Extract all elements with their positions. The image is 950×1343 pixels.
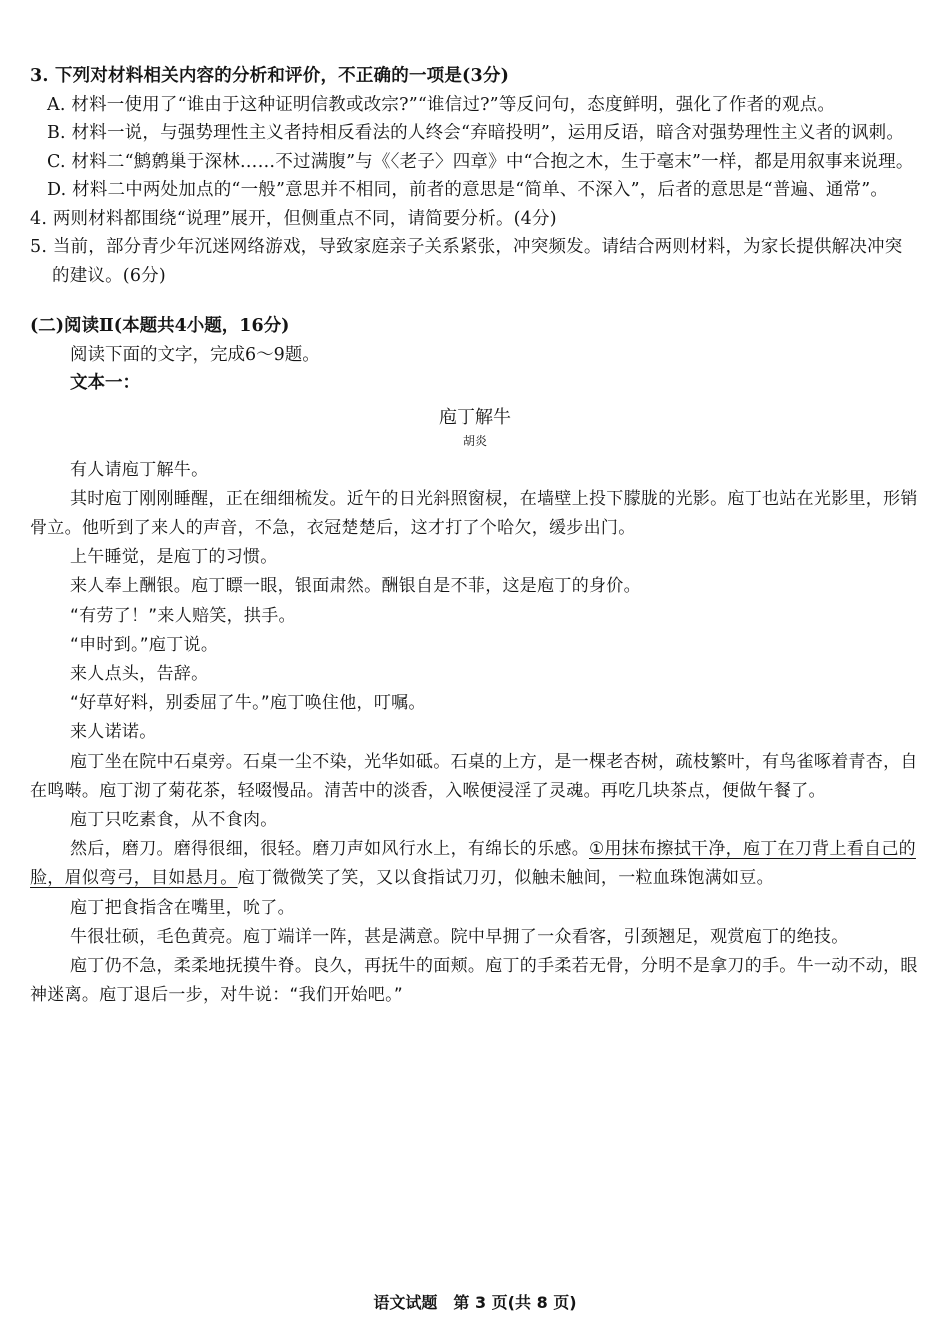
story-paragraph: 庖丁把食指含在嘴里，吮了。 xyxy=(70,897,295,918)
story-paragraph-underlined xyxy=(30,835,920,893)
option-b: B. 材料一说，与强势理性主义者持相反看法的人终会“弃暗投明”，运用反语，暗含对强势理性主义者的讽刺。 xyxy=(47,123,905,143)
underlined-sentence-1: ①用抹布擦拭干净，庖丁在刀背上看自己的脸，眉似弯弓，目如悬月。 xyxy=(30,839,916,889)
story-paragraph: “有劳了！”来人赔笑，拱手。 xyxy=(70,605,296,626)
question-3-stem: 3. 下列对材料相关内容的分析和评价，不正确的一项是(3分) xyxy=(30,66,510,86)
story-paragraph: 牛很壮硕，毛色黄亮。庖丁端详一阵，甚是满意。院中早拥了一众看客，引颈翘足，观赏庖丁的绝技。 xyxy=(70,926,849,947)
question-3 xyxy=(30,62,920,205)
story-paragraph: “好草好料，别委屈了牛。”庖丁唤住他，叮嘱。 xyxy=(70,693,426,714)
option-a: A. 材料一使用了“谁由于这种证明信教或改宗?”“谁信过?”等反问句，态度鲜明，强化了作者的观点。 xyxy=(47,94,836,115)
story-paragraph: 来人点头，告辞。 xyxy=(70,663,209,684)
story-paragraph: 庖丁仍不急，柔柔地抚摸牛脊。良久，再抚牛的面颊。庖丁的手柔若无骨，分明不是拿刀的手。牛一动不动，眼神迷离。庖丁退后一步，对牛说：“我们开始吧。” xyxy=(30,955,918,1006)
reading-instruction: 阅读下面的文字，完成6～9题。 xyxy=(70,344,320,365)
story-paragraph: 来人奉上酬银。庖丁瞟一眼，银面肃然。酬银自是不菲，这是庖丁的身价。 xyxy=(70,576,641,597)
story-text: 然后，磨刀。磨得很细，很轻。磨刀声如风行水上，有绵长的乐感。 xyxy=(70,839,589,860)
story-text: 庖丁微微笑了笑，又以食指试刀刃，似触未触间，一粒血珠饱满如豆。 xyxy=(237,868,774,889)
story-paragraph: 庖丁只吃素食，从不食肉。 xyxy=(70,809,278,830)
text-label: 文本一： xyxy=(70,373,140,393)
option-d: D. 材料二中两处加点的“一般”意思并不相同，前者的意思是“简单、不深入”，后者的意思是“普遍、通常”。 xyxy=(47,180,889,200)
section-heading: (二)阅读Ⅱ(本题共4小题，16分) xyxy=(30,316,290,336)
story-paragraph: 有人请庖丁解牛。 xyxy=(70,459,209,480)
question-4: 4. 两则材料都围绕“说理”展开，但侧重点不同，请简要分析。(4分) xyxy=(30,208,557,229)
story-paragraph: 上午睡觉，是庖丁的习惯。 xyxy=(70,547,278,568)
story-paragraph: 来人诺诺。 xyxy=(70,722,157,743)
story-paragraph: “申时到。”庖丁说。 xyxy=(70,634,219,655)
page-footer: 语文试题 第 3 页(共 8 页) xyxy=(373,1293,577,1312)
question-3-options xyxy=(30,91,920,205)
question-5: 5. 当前，部分青少年沉迷网络游戏，导致家庭亲子关系紧张，冲突频发。请结合两则材料，为家长提供解决冲突的建议。(6分) xyxy=(30,237,903,286)
spacer xyxy=(30,290,920,312)
option-c: C. 材料二“鹪鹩巢于深林……不过满腹”与《〈老子〉四章》中“合抱之木，生于毫末”一样，都是用叙事来说理。 xyxy=(47,151,914,172)
story-title: 庖丁解牛 xyxy=(439,406,511,428)
story-author: 胡炎 xyxy=(462,433,487,448)
story-paragraph: 其时庖丁刚刚睡醒，正在细细梳发。近午的日光斜照窗棂，在墙壁上投下朦胧的光影。庖丁也站在光影里，形销骨立。他听到了来人的声音，不急，衣冠楚楚后，这才打了个哈欠，缓步出门。 xyxy=(30,488,918,538)
story-paragraph: 庖丁坐在院中石桌旁。石桌一尘不染，光华如砥。石桌的上方，是一棵老杏树，疏枝繁叶，有鸟雀啄着青杏，自在鸣啭。庖丁沏了菊花茶，轻啜慢品。清苦中的淡香，入喉便浸淫了灵魂。再吃几块茶点，便做午餐了。 xyxy=(30,751,918,801)
